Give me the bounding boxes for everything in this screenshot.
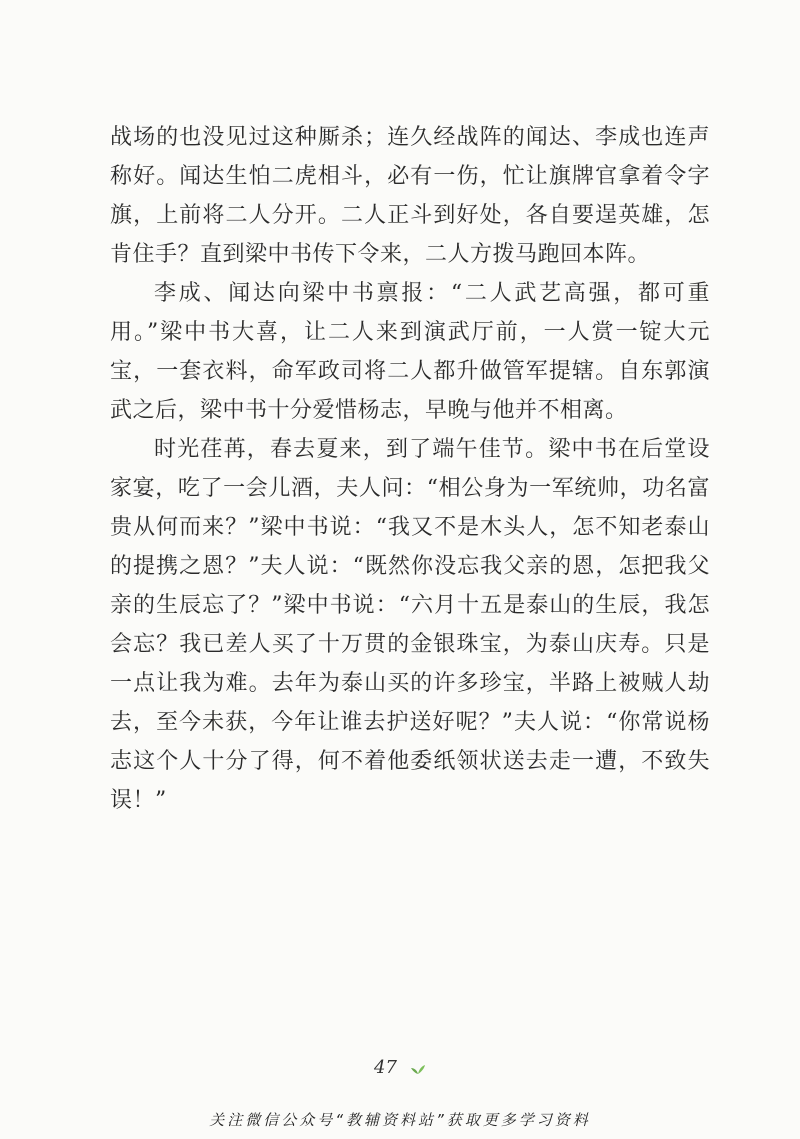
paragraph-continued: 战场的也没见过这种厮杀；连久经战阵的闻达、李成也连声称好。闻达生怕二虎相斗，必有一伤，忙让旗牌官拿着令字旗，上前将二人分开。二人正斗到好处，各自要逞英雄，怎肯住手？直到梁中书传下令来，二人方拨马跑回本阵。 bbox=[110, 125, 710, 267]
page-footer bbox=[0, 1048, 800, 1088]
watermark-note: 关注微信公众号“教辅资料站”获取更多学习资料 bbox=[209, 1111, 591, 1129]
paragraph-report: 李成、闻达向梁中书禀报：“二人武艺高强，都可重用。”梁中书大喜，让二人来到演武厅前，一人赏一锭大元宝，一套衣料，命军政司将二人都升做管军提辖。自东郭演武之后，梁中书十分爱惜杨志，早晚与他并不相离。 bbox=[110, 281, 710, 423]
body-text bbox=[110, 118, 710, 820]
paragraph-dragon-boat: 时光荏苒，春去夏来，到了端午佳节。梁中书在后堂设家宴，吃了一会儿酒，夫人问：“相公身为一军统帅，功名富贵从何而来？”梁中书说：“我又不是木头人，怎不知老泰山的提携之恩？”夫人说：“既然你没忘我父亲的恩，怎把我父亲的生辰忘了？”梁中书说：“六月十五是泰山的生辰，我怎会忘？我已差人买了十万贯的金银珠宝，为泰山庆寿。只是一点让我为难。去年为泰山买的许多珍宝，半路上被贼人劫去，至今未获，今年让谁去护送好呢？”夫人说：“你常说杨志这个人十分了得，何不着他委纸领状送去走一遭，不致失误！” bbox=[110, 437, 710, 813]
page-number: 47 bbox=[374, 1057, 397, 1078]
leaf-sprout-icon bbox=[410, 1060, 426, 1076]
